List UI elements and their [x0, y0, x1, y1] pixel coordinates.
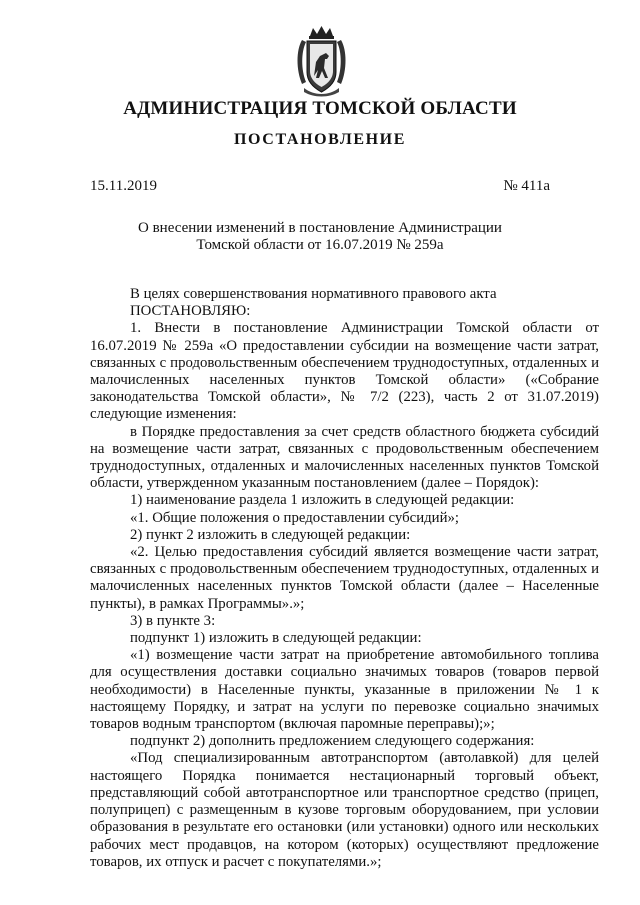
- document-subject: [120, 220, 520, 254]
- subject-line: О внесении изменений в постановление Администрации: [138, 220, 502, 236]
- paragraph: 1) наименование раздела 1 изложить в следующей редакции:: [130, 492, 515, 509]
- document-body: [90, 286, 599, 871]
- document-date: 15.11.2019: [90, 178, 157, 194]
- paragraph: в Порядке предоставления за счет средств областного бюджета субсидий на возмещение части затрат, связанных с продовольственным обеспечением труднодоступных, отдаленных и малочисленных населенных пунктов Томской области, утвержденном указанным постановлением (далее – Порядок):: [90, 423, 599, 492]
- paragraph: подпункт 1) изложить в следующей редакции:: [130, 630, 422, 647]
- document-type: ПОСТАНОВЛЕНИЕ: [234, 131, 406, 148]
- paragraph: «1. Общие положения о предоставлении субсидий»;: [130, 509, 459, 526]
- paragraph: подпункт 2) дополнить предложением следующего содержания:: [130, 733, 535, 750]
- decree-word: ПОСТАНОВЛЯЮ:: [130, 303, 251, 320]
- paragraph: «Под специализированным автотранспортом (автолавкой) для целей настоящего Порядка понимается нестационарный торговый объект, представляющий собой автотранспортное или транспортное средство (прицеп, полуприцеп) с размещенным в кузове торговым оборудованием, при условии образования в результате его остановки (или установки) одного или нескольких рабочих мест продавцов, на котором (которых) осуществляют предложение товаров, их отпуск и расчет с покупателями.»;: [90, 750, 599, 870]
- paragraph: 3) в пункте 3:: [130, 612, 216, 629]
- document-number: № 411а: [503, 178, 550, 194]
- paragraph: 1. Внести в постановление Администрации Томской области от 16.07.2019 № 259а «О предоставлении субсидии на возмещение части затрат, связанных с продовольственным обеспечением труднодоступных, отдаленных и малочисленных населенных пунктов Томской области» («Собрание законодательства Томской области», № 7/2 (223), часть 2 от 31.07.2019) следующие изменения:: [90, 320, 599, 423]
- organization-title: АДМИНИСТРАЦИЯ ТОМСКОЙ ОБЛАСТИ: [123, 98, 517, 119]
- intro-text: В целях совершенствования нормативного правового акта: [130, 286, 497, 302]
- subject-line: Томской области от 16.07.2019 № 259а: [196, 237, 444, 253]
- paragraph: «1) возмещение части затрат на приобретение автомобильного топлива для осуществления доставки социально значимых товаров (товаров первой необходимости) в Населенные пункты, указанные в приложении № 1 к настоящему Порядку, и затрат на услуги по перевозке социально значимых товаров водным транспортом (включая паромные переправы);»;: [90, 647, 599, 733]
- paragraph: «2. Целью предоставления субсидий является возмещение части затрат, связанных с продовольственным обеспечением труднодоступных, отдаленных и малочисленных населенных пунктов Томской области (далее – Населенные пункты), в рамках Программы».»;: [90, 544, 599, 612]
- coat-of-arms-icon: [294, 26, 349, 98]
- paragraph: 2) пункт 2 изложить в следующей редакции:: [130, 526, 411, 543]
